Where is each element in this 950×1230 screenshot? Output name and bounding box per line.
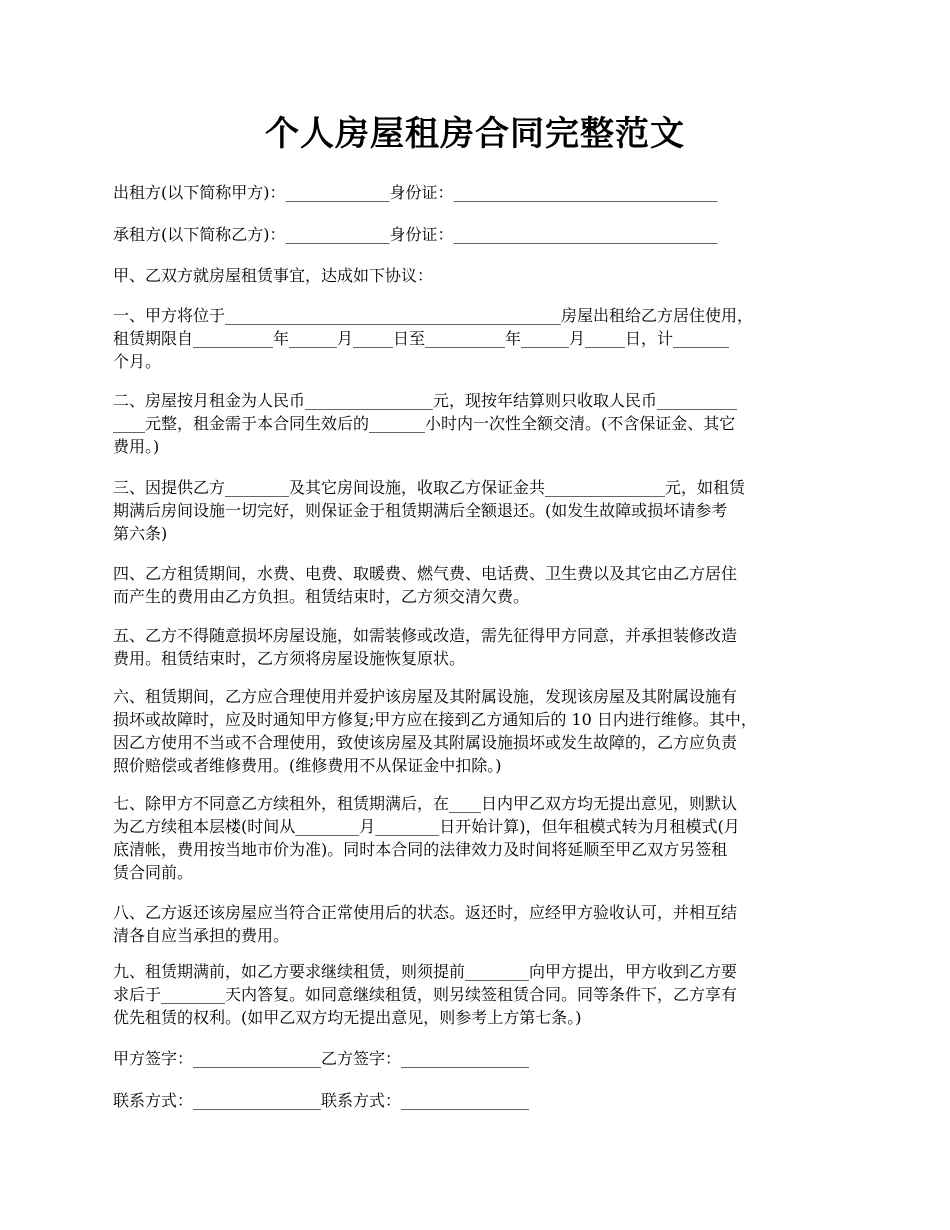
document-title: 个人房屋租房合同完整范文 bbox=[265, 114, 685, 154]
clause-7: 七、除甲方不同意乙方续租外，租赁期满后，在____日内甲乙双方均无提出意见，则默认 为乙方续租本层楼(时间从________月________日开始计算)，但年租模式转为月租模式(月 底清帐，费用按当地市价为准)。同时本合同的法律效力及时间将延顺至甲乙双方另签租 赁合同前。 bbox=[113, 794, 740, 882]
tenant-line: 承租方(以下简称乙方)：_____________身份证：_________________________________ bbox=[113, 225, 718, 244]
landlord-line: 出租方(以下简称甲方)：_____________身份证：_________________________________ bbox=[113, 183, 718, 202]
signature-line: 甲方签字：________________乙方签字：________________ bbox=[113, 1049, 530, 1068]
clause-8: 八、乙方返还该房屋应当符合正常使用后的状态。返还时，应经甲方验收认可，并相互结 清各自应当承担的费用。 bbox=[113, 903, 738, 945]
clause-9: 九、租赁期满前，如乙方要求继续租赁，则须提前________向甲方提出，甲方收到乙方要 求后于________天内答复。如同意继续租赁，则另续签租赁合同。同等条件下，乙方享有 优先租赁的权利。(如甲乙双方均无提出意见，则参考上方第七条。) bbox=[113, 962, 738, 1027]
clause-3: 三、因提供乙方________及其它房间设施，收取乙方保证金共_______________元，如租赁 期满后房间设施一切完好，则保证金于租赁期满后全额退还。(如发生故障或损坏请参考 第六条) bbox=[113, 478, 746, 543]
clause-6: 六、租赁期间，乙方应合理使用并爱护该房屋及其附属设施，发现该房屋及其附属设施有 损坏或故障时，应及时通知甲方修复;甲方应在接到乙方通知后的 10 日内进行维修。其中， 因乙方使用不当或不合理使用，致使该房屋及其附属设施损坏或发生故障的，乙方应负责 照价赔偿或者维修费用。(维修费用不从保证金中扣除。) bbox=[113, 687, 757, 775]
clause-1: 一、甲方将位于__________________________________________房屋出租给乙方居住使用， 租赁期限自__________年______月_____日至__________年______月_____日，计_______ 个月。 bbox=[113, 306, 754, 371]
contact-line: 联系方式：________________联系方式：________________ bbox=[113, 1091, 530, 1110]
agreement-intro: 甲、乙双方就房屋租赁事宜，达成如下协议： bbox=[113, 266, 434, 285]
clause-4: 四、乙方租赁期间，水费、电费、取暖费、燃气费、电话费、卫生费以及其它由乙方居住 而产生的费用由乙方负担。租赁结束时，乙方须交清欠费。 bbox=[113, 564, 738, 606]
clause-5: 五、乙方不得随意损坏房屋设施，如需装修或改造，需先征得甲方同意，并承担装修改造 费用。租赁结束时，乙方须将房屋设施恢复原状。 bbox=[113, 626, 738, 668]
clause-2: 二、房屋按月租金为人民币________________元，现按年结算则只收取人民币__________ ____元整，租金需于本合同生效后的_______小时内一次性全额交清。(不含保证金、其它 费用。) bbox=[113, 391, 738, 456]
